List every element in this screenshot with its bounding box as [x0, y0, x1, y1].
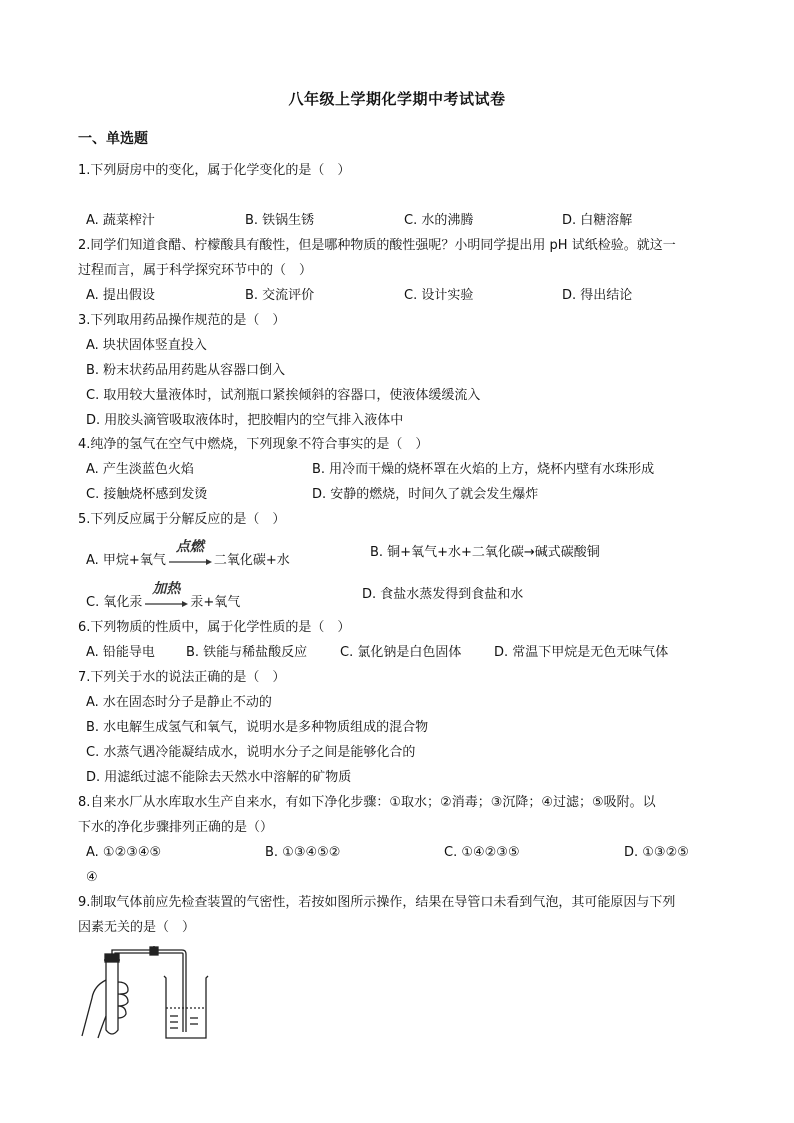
test-tube-icon — [104, 960, 120, 1034]
question-7-stem: 7.下列关于水的说法正确的是（ ） — [78, 670, 286, 685]
question-6-stem: 6.下列物质的性质中，属于化学性质的是（ ） — [78, 620, 351, 635]
question-1-option-c: C. 水的沸腾 — [404, 213, 474, 228]
question-4-stem: 4.纯净的氢气在空气中燃烧，下列现象不符合事实的是（ ） — [78, 437, 429, 452]
question-2-option-d: D. 得出结论 — [562, 288, 633, 303]
question-2-option-c: C. 设计实验 — [404, 288, 474, 303]
question-1-option-d: D. 白糖溶解 — [562, 213, 633, 228]
question-3-option-b: B. 粉末状药品用药匙从容器口倒入 — [86, 363, 286, 378]
question-6-option-a: A. 铅能导电 — [86, 645, 155, 660]
question-6-option-b: B. 铁能与稀盐酸反应 — [186, 645, 308, 660]
page-title: 八年级上学期化学期中考试试卷 — [288, 90, 506, 108]
question-3-option-d: D. 用胶头滴管吸取液体时，把胶帽内的空气排入液体中 — [86, 413, 404, 428]
question-2-option-a: A. 提出假设 — [86, 288, 155, 303]
reaction-arrow — [144, 581, 188, 612]
arrow-icon — [168, 558, 212, 566]
question-7-option-b: B. 水电解生成氢气和氧气，说明水是多种物质组成的混合物 — [86, 720, 429, 735]
question-4-option-c: C. 接触烧杯感到发烫 — [86, 487, 208, 502]
question-5-option-c-products: 汞+氧气 — [190, 595, 241, 610]
question-5-option-a-products: 二氧化碳+水 — [213, 553, 290, 568]
question-7-option-c: C. 水蒸气遇冷能凝结成水，说明水分子之间是能够化合的 — [86, 745, 416, 760]
question-5-option-b: B. 铜+氧气+水+二氧化碳→碱式碳酸铜 — [370, 545, 600, 560]
question-9-stem-line1: 9.制取气体前应先检查装置的气密性，若按如图所示操作，结果在导管口未看到气泡，其可能原因与下列 — [78, 895, 676, 910]
question-5-stem: 5.下列反应属于分解反应的是（ ） — [78, 512, 286, 527]
question-8-option-a: A. ①②③④⑤ — [86, 845, 162, 860]
question-9-stem-line2: 因素无关的是（ ） — [78, 920, 196, 935]
question-7-option-a: A. 水在固态时分子是静止不动的 — [86, 695, 272, 710]
question-5-option-a — [86, 539, 290, 570]
delivery-tube-icon — [112, 946, 186, 1032]
question-3-stem: 3.下列取用药品操作规范的是（ ） — [78, 313, 286, 328]
question-4-option-b: B. 用冷而干燥的烧杯罩在火焰的上方，烧杯内壁有水珠形成 — [312, 462, 655, 477]
question-7-option-d: D. 用滤纸过滤不能除去天然水中溶解的矿物质 — [86, 770, 352, 785]
question-3-option-c: C. 取用较大量液体时，试剂瓶口紧挨倾斜的容器口，使液体缓缓流入 — [86, 388, 481, 403]
question-1-stem: 1.下列厨房中的变化，属于化学变化的是（ ） — [78, 163, 351, 178]
question-4-option-a: A. 产生淡蓝色火焰 — [86, 462, 194, 477]
question-6-option-c: C. 氯化钠是白色固体 — [340, 645, 462, 660]
reaction-condition-label: 加热 — [152, 581, 181, 597]
question-4-option-d: D. 安静的燃烧，时间久了就会发生爆炸 — [312, 487, 539, 502]
question-8-option-b: B. ①③④⑤② — [265, 845, 341, 860]
question-5-option-c-reactants: C. 氧化汞 — [86, 595, 143, 610]
hand-icon — [82, 980, 128, 1038]
question-2-stem-line1: 2.同学们知道食醋、柠檬酸具有酸性，但是哪种物质的酸性强呢？小明同学提出用 pH 试纸检验。就这一 — [78, 238, 676, 253]
question-2-option-b: B. 交流评价 — [245, 288, 315, 303]
section-heading: 一、单选题 — [78, 131, 148, 147]
reaction-arrow — [168, 539, 212, 570]
question-8-stem-line2: 下水的净化步骤排列正确的是（） — [78, 820, 274, 835]
question-2-stem-line2: 过程而言，属于科学探究环节中的（ ） — [78, 263, 313, 278]
question-1-option-a: A. 蔬菜榨汁 — [86, 213, 155, 228]
question-8-option-d: D. ①③②⑤ — [624, 845, 689, 860]
question-1-option-b: B. 铁锅生锈 — [245, 213, 315, 228]
question-3-option-a: A. 块状固体竖直投入 — [86, 338, 207, 353]
question-8-option-c: C. ①④②③⑤ — [444, 845, 520, 860]
question-8-stem-line1: 8.自来水厂从水库取水生产自来水，有如下净化步骤：①取水；②消毒；③沉降；④过滤；⑤吸附。以 — [78, 795, 656, 810]
question-5-option-c — [86, 581, 241, 612]
question-5-option-a-reactants: A. 甲烷+氧气 — [86, 553, 166, 568]
rubber-stopper-icon — [105, 954, 119, 962]
reaction-condition-label: 点燃 — [175, 539, 204, 555]
arrow-icon — [144, 600, 188, 608]
question-8-option-d-wrap: ④ — [86, 870, 98, 885]
airtightness-check-figure — [74, 946, 214, 1046]
question-5-option-d: D. 食盐水蒸发得到食盐和水 — [362, 587, 524, 602]
question-6-option-d: D. 常温下甲烷是无色无味气体 — [494, 645, 669, 660]
